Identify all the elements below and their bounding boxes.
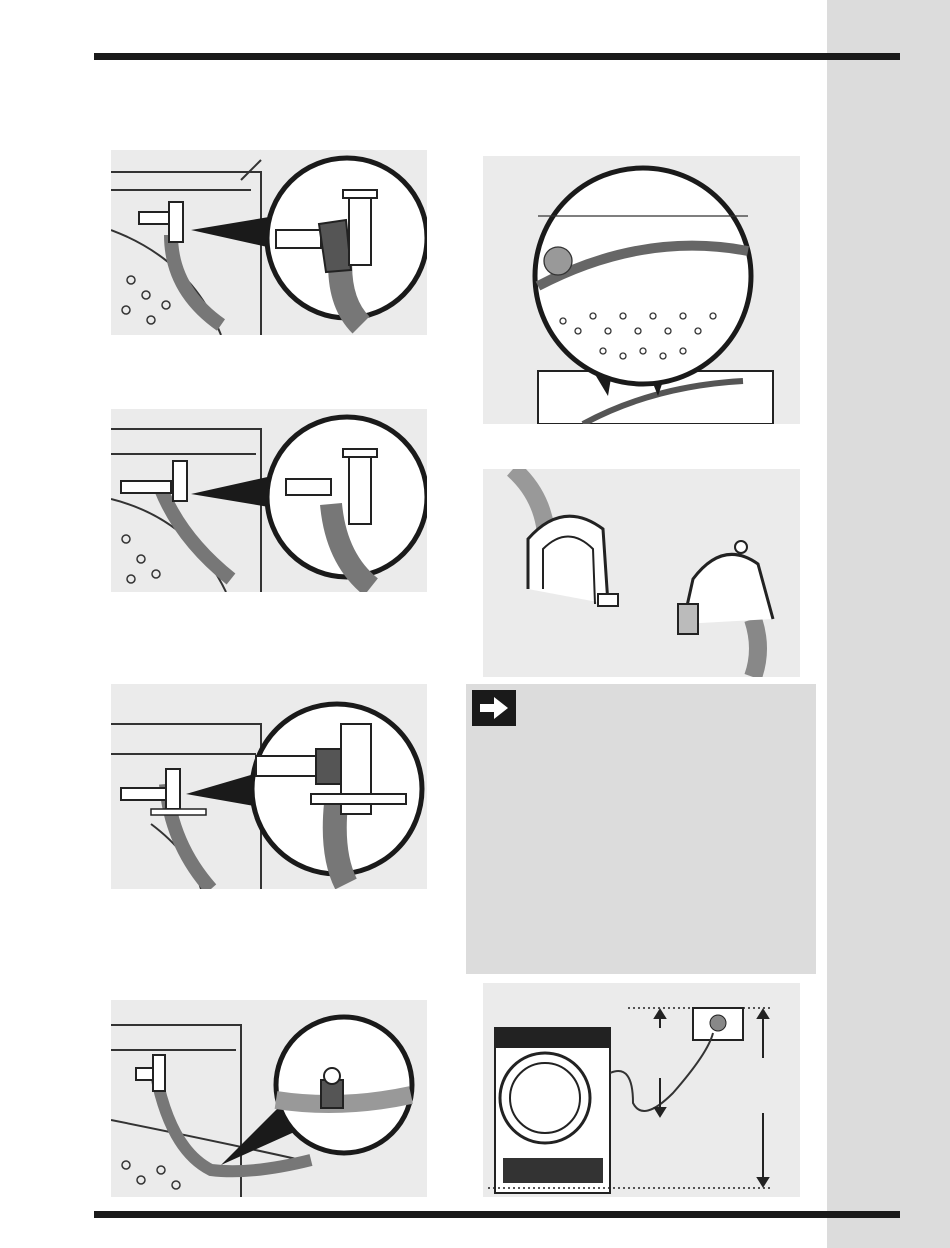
small-hose-icon	[139, 202, 221, 325]
figure-hose-elbow-detached	[111, 150, 427, 335]
hose-guide-right-icon	[678, 541, 773, 677]
figure-hose-routing-drum	[483, 156, 800, 424]
top-rule	[94, 53, 900, 60]
figure-dryer-drain-height	[483, 983, 800, 1197]
hose-guide-left-icon	[513, 469, 618, 606]
small-hose-icon	[121, 769, 211, 889]
figure-hose-guide-bracket	[483, 469, 800, 677]
note-box	[466, 684, 816, 974]
drain-outlet-icon	[693, 1008, 743, 1040]
side-tab	[827, 0, 950, 1248]
figure-hose-clamp-fitted	[111, 684, 427, 889]
bottom-rule	[94, 1211, 900, 1218]
figure-hose-elbow-inserting	[111, 409, 427, 592]
dryer-icon	[495, 1028, 610, 1193]
arrow-right-icon	[472, 690, 516, 726]
figure-hose-clip-routing	[111, 1000, 427, 1197]
